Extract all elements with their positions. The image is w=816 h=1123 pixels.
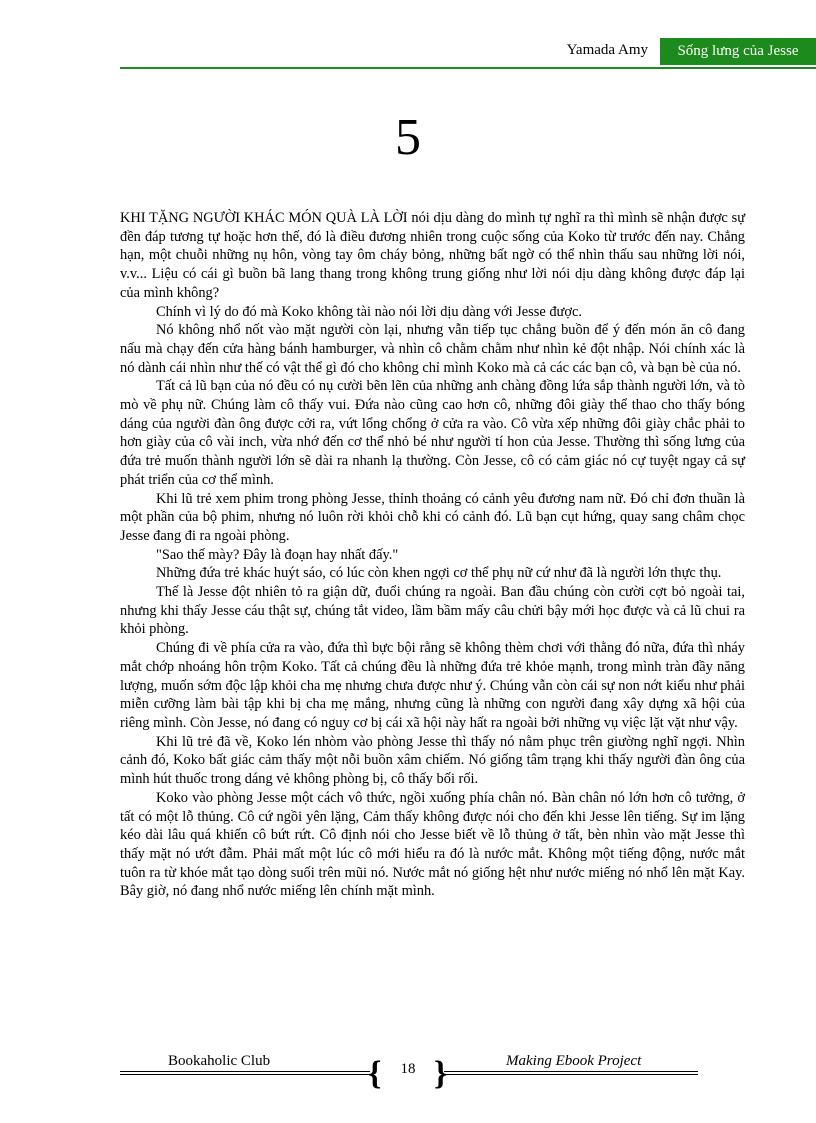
page-number: 18 — [400, 1061, 416, 1077]
footer-rule-left — [120, 1071, 370, 1072]
paragraph: Những đứa trẻ khác huýt sáo, có lúc còn khen ngợi cơ thể phụ nữ cứ như đã là người lớn thực thụ. — [156, 565, 722, 582]
body-text — [120, 209, 745, 901]
header-divider — [120, 67, 816, 69]
paragraph: Tất cả lũ bạn của nó đều có nụ cười bẽn lẽn của những anh chàng đồng lứa sắp thành người lớn, và tò mò về phụ nữ. Chúng làm cô thấy vui. Đứa nào cũng cao hơn cô, những đôi giày thể thao cho thấy bóng dáng của người đàn ông được cởi ra, vứt lổng chổng ở cửa ra vào. Cô vừa xếp những đôi giày chắc phải to hơn giày của cô vài inch, vừa nhớ đến cơ thể nhỏ bé như người tí hon của Jesse. Thường thì sống lưng của đứa trẻ muốn thành người lớn sẽ dài ra nhanh lạ thường. Còn Jesse, cô có cảm giác nó cự tuyệt ngay cả sự phát triển của cơ thể mình. — [120, 378, 745, 488]
chapter-number: 5 — [395, 109, 421, 166]
paragraph: "Sao thế mày? Đây là đoạn hay nhất đấy." — [156, 546, 399, 563]
paragraph: Khi lũ trẻ xem phim trong phòng Jesse, thỉnh thoảng có cảnh yêu đương nam nữ. Đó chỉ đơn thuần là một phần của bộ phim, nhưng nó luôn rời khỏi chỗ khi có cảnh đó. Lũ bạn cụt hứng, quay sang châm chọc Jesse đang đi ra ngoài phòng. — [120, 490, 745, 544]
paragraph: Koko vào phòng Jesse một cách vô thức, ngồi xuống phía chân nó. Bàn chân nó lớn hơn cô tưởng, ở tất có một lỗ thủng. Cô cứ ngồi yên lặng, Cảm thấy không được nói cho đến khi Jesse lên tiếng. Sự im lặng kéo dài lâu quá khiến cô bứt rứt. Cô định nói cho Jesse biết về lỗ thủng ở tất, bèn nhìn vào mặt Jesse thì thấy mặt nó ướt đẫm. Phải mất một lúc cô mới hiểu ra đó là nước mắt. Không một tiếng động, nước mắt tuôn ra từ khóe mắt tạo dòng suối trên mũi nó. Nước mắt nó giống hệt như nước miếng nó nhổ lên mặt Kay. Bây giờ, nó đang nhổ nước miếng lên chính mặt mình. — [120, 789, 745, 900]
paragraph: Nó không nhổ nốt vào mặt người còn lại, nhưng vẫn tiếp tục chẳng buồn để ý đến món ăn cô đang nấu mà chạy đến cửa hàng bánh hamburger, và nhìn cô chằm chằm như nhìn kẻ đột nhập. Nói chính xác là nó dành cái nhìn như thế có vật thể gì đó cho không chỉ mình Koko mà cả các các bạn cô, và bạn bè của nó. — [120, 322, 745, 376]
paragraph: Chính vì lý do đó mà Koko không tài nào nói lời dịu dàng với Jesse được. — [156, 303, 582, 320]
footer-rule-right-double — [444, 1074, 698, 1075]
paragraph: KHI TẶNG NGƯỜI KHÁC MÓN QUÀ LÀ LỜI nói dịu dàng do mình tự nghĩ ra thì mình sẽ nhận được sự đền đáp tương tự hoặc hơn thế, đó là điều đương nhiên trong cuộc sống của Koko từ trước đến nay. Chẳng hạn, một chuỗi những nụ hôn, vòng tay ôm cháy bỏng, những bất ngờ có thể nhìn thấu sau những lời nói, v.v... Liệu có cái gì buồn bã lang thang trong không trung giống như lời nói dịu dàng không được đáp lại của mình không? — [120, 210, 745, 301]
footer-rule-left-double — [120, 1074, 370, 1075]
header-book-title: Sống lưng của Jesse — [660, 38, 816, 65]
right-bracket-ornament: } — [434, 1055, 448, 1092]
header-author: Yamada Amy — [566, 42, 648, 58]
footer-rule-right — [444, 1071, 698, 1072]
left-bracket-ornament: { — [368, 1055, 382, 1092]
paragraph: Thế là Jesse đột nhiên tỏ ra giận dữ, đuổi chúng ra ngoài. Ban đầu chúng còn cười cợt bỏ ngoài tai, nhưng khi thấy Jesse cáu thật sự, chúng tắt video, lầm bầm mấy câu chửi bậy mới học được và cả lũ chui ra khỏi phòng. — [120, 584, 745, 638]
page-header — [0, 38, 816, 68]
paragraph: Chúng đi về phía cửa ra vào, đứa thì bực bội rằng sẽ không thèm chơi với thằng đó nữa, đứa thì nháy mắt chớp nhoáng hôn trộm Koko. Tất cả chúng đều là những đứa trẻ khỏe mạnh, trong mình tràn đầy năng lượng, muốn sớm độc lập khỏi cha mẹ nhưng chưa được như ý. Chúng vẫn còn cái sự non nớt kiểu như phải miễn cưỡng làm bài tập khi bị cha mẹ mắng, nhưng cũng là những con người đang xây dựng xã hội của riêng mình. Còn Jesse, nó đang có nguy cơ bị cái xã hội này hất ra ngoài bởi những vụ việc lặt vặt như vậy. — [120, 640, 745, 731]
footer-club-name: Bookaholic Club — [168, 1053, 271, 1069]
footer-project-name: Making Ebook Project — [506, 1053, 642, 1069]
page-footer — [0, 1049, 816, 1099]
paragraph: Khi lũ trẻ đã về, Koko lén nhòm vào phòng Jesse thì thấy nó nằm phục trên giường nghĩ ngợi. Nhìn cảnh đó, Koko bất giác cảm thấy một nỗi buồn xâm chiếm. Nó giống tâm trạng khi thấy người đàn ông của mình hút thuốc trong dáng vẻ không phòng bị, cô thấy bối rối. — [120, 733, 745, 788]
